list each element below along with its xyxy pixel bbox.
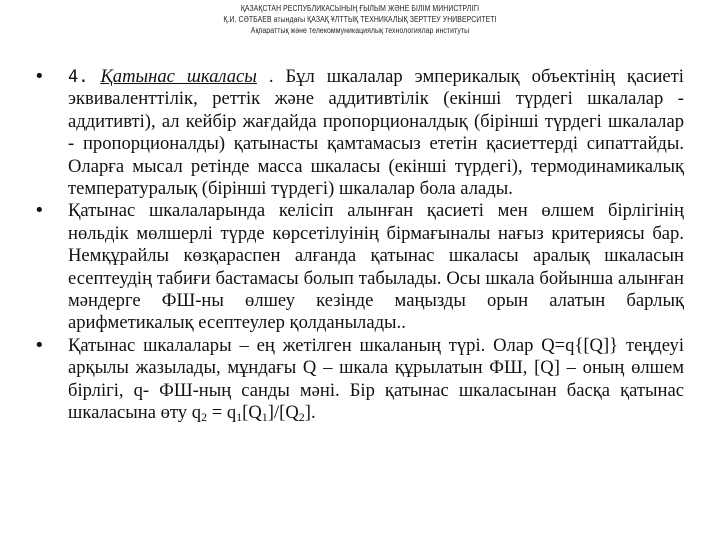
bullet-text: Қатынас шкалаларында келісіп алынған қасиеті мен өлшем бірлігінің нөльдік мөлшерлі түрде көрсетілуінің бірмағыналы нағыз критериясы бар. Немқұрайлы көзқараспен алғанда қатынас шкаласы аралық шкаласын есептеудің табиғи бастамасы болып табылады. Осы шкала бойынша алынған мәндерге ФШ-ны өлшеу кезінде маңызды орын алатын барлық арифметикалық есептеулер қолданылады.. <box>68 200 684 334</box>
subscript: 1 <box>261 410 268 425</box>
ministry-line: ҚАЗАҚСТАН РЕСПУБЛИКАСЫНЫҢ ҒЫЛЫМ ЖӘНЕ БІЛІМ МИНИСТРЛІГІ <box>240 4 480 13</box>
institute-line: Ақпараттық және телекоммуникациялық технологиялар институты <box>250 26 470 35</box>
formula-part: = q <box>207 402 237 424</box>
bullet-item <box>34 335 684 429</box>
bullet-marker: • <box>34 200 45 222</box>
bullet-marker: • <box>34 334 45 356</box>
item-number: 4. <box>68 67 89 87</box>
subscript: 2 <box>298 410 305 425</box>
university-line: Қ.И. СӘТБАЕВ атындағы ҚАЗАҚ ҰЛТТЫҚ ТЕХНИКАЛЫҚ ЗЕРТТЕУ УНИВЕРСИТЕТІ <box>223 15 497 24</box>
bullet-text: . Бұл шкалалар эмперикалық объектінің қасиеті эквиваленттілік, реттік және аддитивтілік (екінші түрдегі шкалалар - аддитивті), ал кейбір жағдайда пропорционалдық (бірінші түрдегі шкалалар - пропорционалды) қатынасты қамтамасыз ететін қасиеттерді сипаттайды. Оларға мысал ретінде масса шкаласы (екінші түрдегі), термодинамикалық температуралық (бірінші түрдегі) шкалалар бола алады. <box>68 66 684 200</box>
subscript: 2 <box>201 410 208 425</box>
bullet-item <box>34 200 684 334</box>
formula-part: ]. <box>304 402 316 424</box>
bullet-marker: • <box>34 66 45 87</box>
slide-body <box>34 66 684 429</box>
bullet-text: Қатынас шкалалары – ең жетілген шкаланың түрі. Олар Q=q{[Q]} теңдеуі арқылы жазылады, мұндағы Q – шкала құрылатын ФШ, [Q] – оның өлшем бірлігі, q- ФШ-ның санды мәні. Бір қатынас шкаласынан басқа қатынас шкаласына өту q <box>68 334 684 424</box>
institution-header <box>50 3 669 36</box>
bullet-item <box>34 66 684 200</box>
formula-part: ]/[Q <box>267 402 299 424</box>
term-ratio-scale: Қатынас шкаласы <box>100 66 257 87</box>
formula-part: [Q <box>242 402 262 424</box>
subscript: 1 <box>236 410 243 425</box>
